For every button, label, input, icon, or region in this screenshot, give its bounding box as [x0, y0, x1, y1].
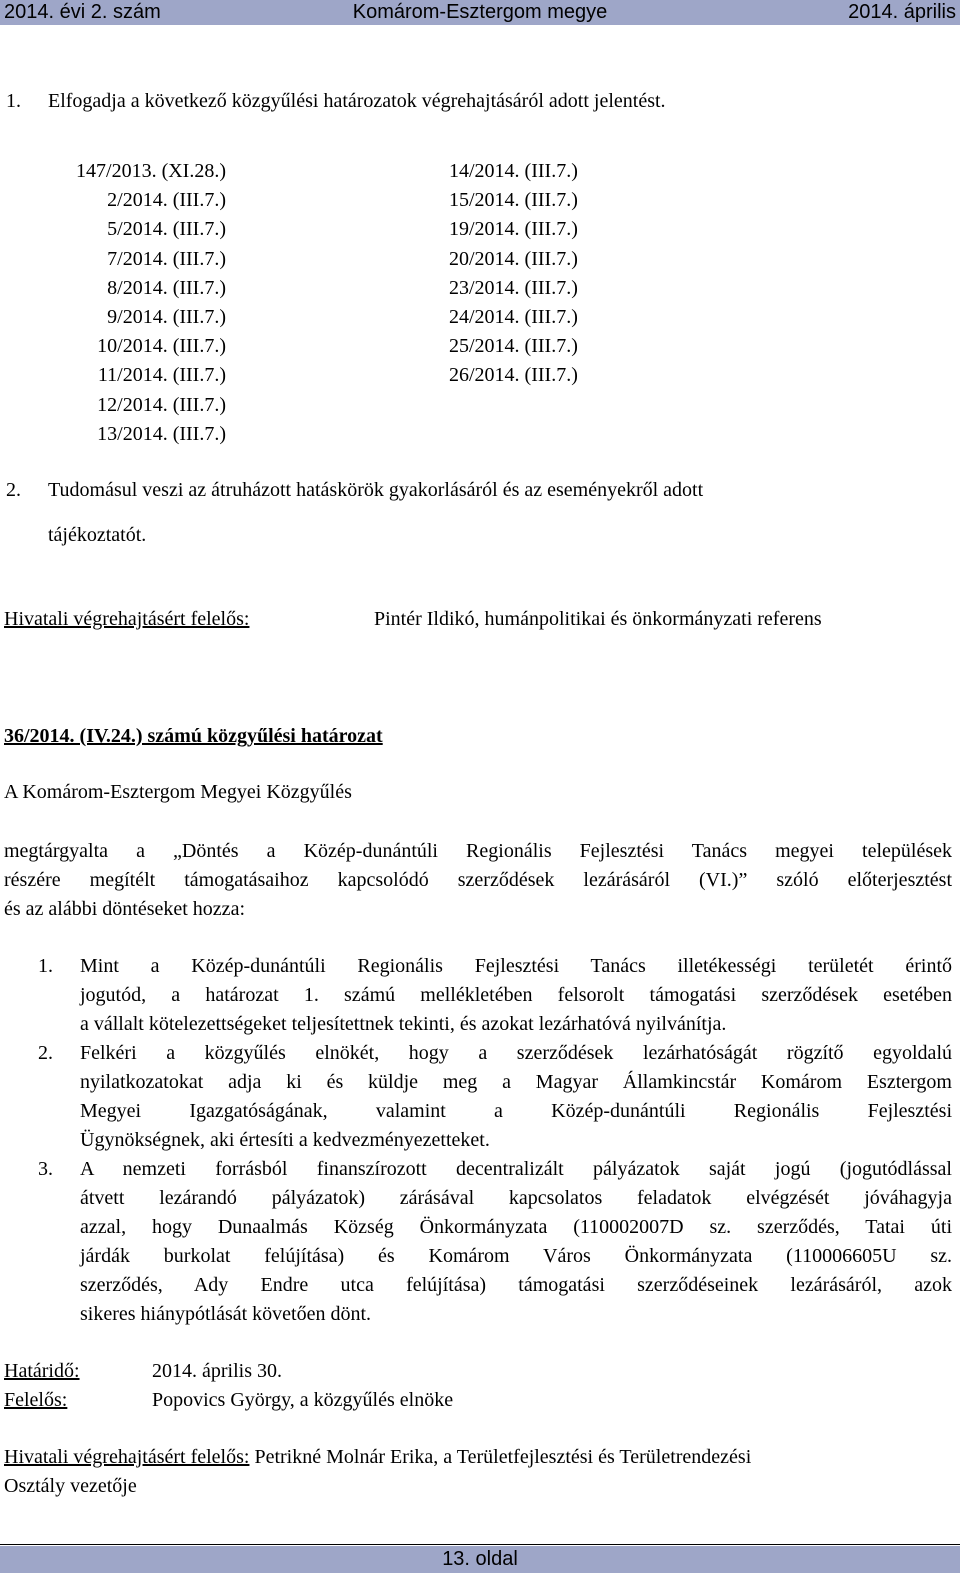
- list-item: 24/2014. (III.7.): [449, 305, 578, 328]
- resolution-title: 36/2014. (IV.24.) számú közgyűlési határozat: [4, 725, 383, 747]
- decision-number: 2.: [38, 1042, 53, 1064]
- decision-line: A nemzeti forrásból finanszírozott decentralizált pályázatok saját jogú (jogutódlással: [80, 1158, 952, 1180]
- responsible-value: Pintér Ildikó, humánpolitikai és önkormányzati referens: [374, 608, 822, 630]
- assembly-name: A Komárom-Esztergom Megyei Közgyűlés: [4, 781, 352, 803]
- page-header: [0, 0, 960, 25]
- decision-item: [38, 952, 952, 1039]
- decision-line: Mint a Közép-dunántúli Regionális Fejlesztési Tanács illetékességi területét érintő: [80, 955, 952, 977]
- decisions-list: [38, 952, 952, 1329]
- executive-responsible-label: Hivatali végrehajtásért felelős:: [4, 1446, 250, 1468]
- decision-number: 1.: [38, 955, 53, 977]
- decision-line: jogutód, a határozat 1. számú mellékletében felsorolt támogatási szerződések esetében: [80, 984, 952, 1006]
- item2-number: 2.: [6, 479, 21, 501]
- list-item: 14/2014. (III.7.): [449, 160, 578, 182]
- list-item: 9/2014. (III.7.): [107, 305, 226, 328]
- executive-responsible-line2: Osztály vezetője: [4, 1475, 137, 1497]
- intro-line: részére megítélt támogatásaihoz kapcsolódó szerződések lezárásáról (VI.)” szóló előterjesztést: [4, 869, 952, 891]
- header-date: 2014. április: [848, 1, 956, 23]
- decision-line: járdák burkolat felújítása) és Komárom Város Önkormányzata (110006605U sz.: [80, 1245, 952, 1267]
- decision-line: a vállalt kötelezettségeket teljesítettnek tekinti, és azokat lezárhatóvá nyilvánítja.: [80, 1013, 727, 1035]
- item1-text: Elfogadja a következő közgyűlési határozatok végrehajtásáról adott jelentést.: [48, 90, 666, 112]
- decision-item: [38, 1039, 952, 1155]
- list-item: 10/2014. (III.7.): [97, 335, 226, 358]
- list-item: 15/2014. (III.7.): [449, 189, 578, 212]
- list-item: 147/2013. (XI.28.): [76, 160, 226, 182]
- list-item: 5/2014. (III.7.): [107, 218, 226, 241]
- header-county: Komárom-Esztergom megye: [352, 1, 608, 23]
- executive-responsible: [4, 1443, 952, 1472]
- intro-line: és az alábbi döntéseket hozza:: [4, 898, 245, 920]
- decision-item: [38, 1155, 952, 1329]
- decision-number: 3.: [38, 1158, 53, 1180]
- item2-line1: Tudomásul veszi az átruházott hatáskörök gyakorlásáról és az eseményekről adott: [48, 479, 704, 501]
- list-item: 2/2014. (III.7.): [107, 189, 226, 212]
- deadline-label: Határidő:: [4, 1360, 80, 1382]
- resolutions-left-list: [40, 157, 226, 449]
- header-issue: 2014. évi 2. szám: [4, 1, 161, 23]
- decision-line: szerződés, Ady Endre utca felújítása) támogatási szerződéseinek lezárásáról, azok: [80, 1274, 952, 1296]
- list-item: 19/2014. (III.7.): [449, 218, 578, 241]
- resolutions-right-list: [449, 157, 578, 391]
- list-item: 26/2014. (III.7.): [449, 364, 578, 387]
- decision-line: Felkéri a közgyűlés elnökét, hogy a szerződések lezárhatóságát rögzítő egyoldalú: [80, 1042, 952, 1064]
- item1-number: 1.: [6, 90, 21, 112]
- list-item: 11/2014. (III.7.): [97, 364, 226, 387]
- executive-responsible-line1: Petrikné Molnár Erika, a Területfejlesztési és Területrendezési: [254, 1446, 752, 1468]
- footer-divider: [0, 1544, 960, 1545]
- responsible-person-value: Popovics György, a közgyűlés elnöke: [152, 1389, 454, 1411]
- page-number: 13. oldal: [442, 1548, 518, 1570]
- list-item: 23/2014. (III.7.): [449, 276, 578, 299]
- decision-line: Ügynökségnek, aki értesíti a kedvezményezetteket.: [80, 1129, 490, 1151]
- intro-line: megtárgyalta a „Döntés a Közép-dunántúli Regionális Fejlesztési Tanács megyei települések: [4, 840, 952, 862]
- list-item: 7/2014. (III.7.): [107, 247, 226, 270]
- list-item: 12/2014. (III.7.): [97, 393, 226, 416]
- decision-line: átvett lezárandó pályázatok) zárásával kapcsolatos feladatok elvégzését jóváhagyja: [80, 1187, 952, 1209]
- decision-line: azzal, hogy Dunaalmás Község Önkormányzata (110002007D sz. szerződés, Tatai úti: [80, 1216, 952, 1238]
- deadline-value: 2014. április 30.: [152, 1360, 282, 1382]
- item2-line2: tájékoztatót.: [48, 524, 147, 546]
- page-footer: [0, 1546, 960, 1573]
- intro-paragraph: [4, 837, 952, 924]
- list-item: 25/2014. (III.7.): [449, 335, 578, 358]
- responsible-label: Hivatali végrehajtásért felelős:: [4, 608, 250, 630]
- decision-line: nyilatkozatokat adja ki és küldje meg a Magyar Államkincstár Komárom Esztergom: [80, 1071, 952, 1093]
- list-item: 20/2014. (III.7.): [449, 247, 578, 270]
- decision-line: sikeres hiánypótlását követően dönt.: [80, 1303, 372, 1325]
- responsible-person-label: Felelős:: [4, 1389, 68, 1411]
- list-item: 8/2014. (III.7.): [107, 276, 226, 299]
- list-item: 13/2014. (III.7.): [97, 422, 226, 445]
- decision-line: Megyei Igazgatóságának, valamint a Közép-dunántúli Regionális Fejlesztési: [80, 1100, 952, 1122]
